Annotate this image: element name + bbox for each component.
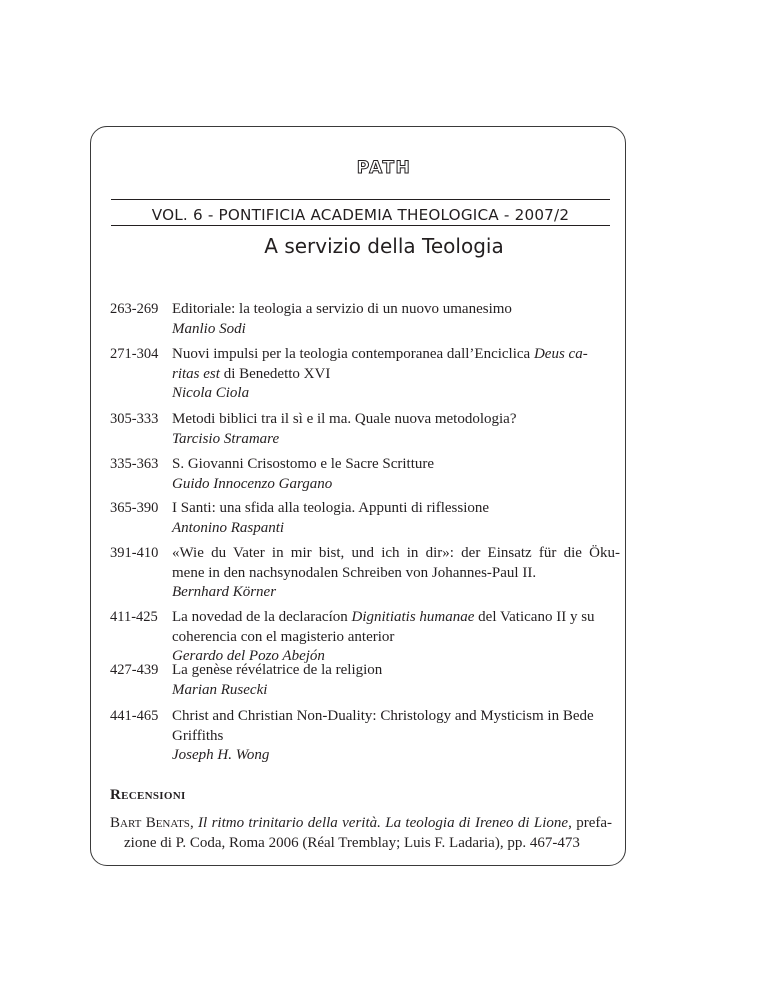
italic-title-fragment: Deus ca- — [533, 346, 588, 362]
page-range: 305-333 — [110, 411, 159, 427]
review-entry — [110, 814, 612, 853]
article-title: La novedad de la declaracíon Dignitiatis humanae del Vaticano II y su — [172, 609, 595, 625]
page-range: 271-304 — [110, 346, 159, 362]
review-author: Bart Benats — [110, 815, 190, 831]
italic-title-fragment: Dignitiatis humanae — [351, 609, 475, 625]
article-title: «Wie du Vater in mir bist, und ich in dir»: der Einsatz für die Öku- — [172, 545, 620, 561]
issue-subtitle: A servizio della Teologia — [264, 234, 504, 258]
volume-line: VOL. 6 - PONTIFICIA ACADEMIA THEOLOGICA - 2007/2 — [151, 206, 570, 224]
page-range: 411-425 — [110, 609, 158, 625]
page-range: 427-439 — [110, 662, 159, 678]
article-author: Manlio Sodi — [172, 320, 246, 337]
review-separator: , — [189, 815, 199, 831]
article-title: coherencia con el magisterio anterior — [172, 628, 395, 645]
page-range: 335-363 — [110, 456, 159, 472]
article-title: mene in den nachsynodalen Schreiben von Johannes-Paul II. — [172, 564, 537, 581]
page-range: 263-269 — [110, 301, 159, 317]
page-range: 365-390 — [110, 500, 159, 516]
article-author: Nicola Ciola — [172, 385, 250, 401]
article-title: Editoriale: la teologia a servizio di un nuovo umanesimo — [172, 301, 512, 317]
review-details-line2: zione di P. Coda, Roma 2006 (Réal Tremblay; Luis F. Ladaria), pp. 467-473 — [124, 834, 580, 851]
article-title: La genèse révélatrice de la religion — [172, 662, 383, 678]
page-range: 441-465 — [110, 708, 159, 724]
article-title: Christ and Christian Non-Duality: Christology and Mysticism in Bede — [172, 708, 594, 724]
article-title: Griffiths — [172, 727, 224, 744]
bottom-rule — [111, 225, 610, 226]
article-author: Gerardo del Pozo Abejón — [172, 648, 325, 664]
review-book-title: Il ritmo trinitario della verità. La teologia di Ireneo di Lione — [198, 815, 569, 831]
article-author: Antonino Raspanti — [172, 519, 285, 536]
article-author: Joseph H. Wong — [172, 747, 270, 763]
article-author: Bernhard Körner — [172, 584, 277, 600]
review-details: , prefa- — [568, 815, 612, 831]
page-range: 391-410 — [110, 545, 159, 561]
article-author: Guido Innocenzo Gargano — [172, 475, 333, 492]
article-author: Marian Rusecki — [172, 681, 268, 698]
top-rule — [111, 199, 610, 200]
article-title: ritas est di Benedetto XVI — [172, 365, 331, 382]
article-title: S. Giovanni Crisostomo e le Sacre Scritture — [172, 456, 435, 472]
reviews-heading: Recensioni — [110, 787, 186, 803]
article-title: I Santi: una sfida alla teologia. Appunti di riflessione — [172, 500, 490, 516]
article-author: Tarcisio Stramare — [172, 430, 280, 447]
article-title: Nuovi impulsi per la teologia contemporanea dall’Enciclica Deus ca- — [172, 346, 588, 362]
italic-title-fragment: ritas est — [172, 365, 220, 382]
article-title: Metodi biblici tra il sì e il ma. Quale nuova metodologia? — [172, 411, 517, 427]
journal-title: PATH — [356, 158, 412, 178]
